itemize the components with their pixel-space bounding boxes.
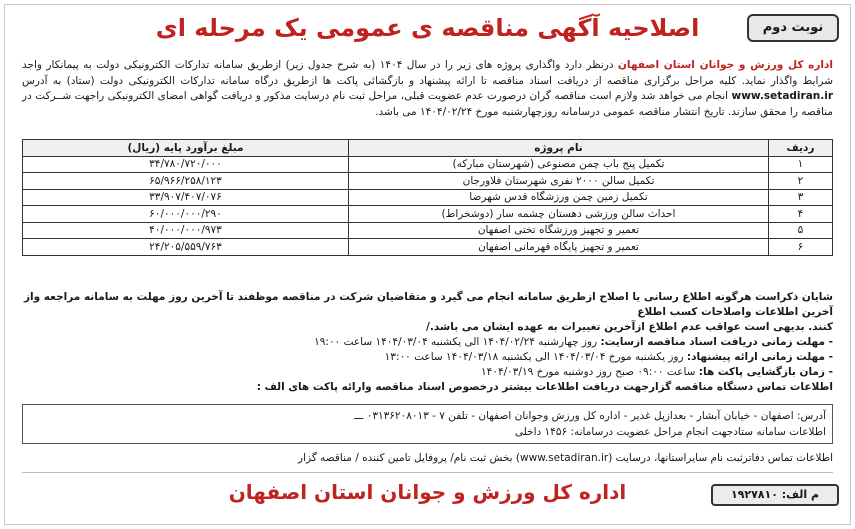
contact-line: اطلاعات تماس دفاترثبت نام سایراستانها، درسایت (www.setadiran.ir) بخش ثبت نام/ پروفایل تامین کننده / مناقصه گزار: [298, 452, 833, 464]
project-amount: ۳۴/۷۸۰/۷۲۰/۰۰۰: [23, 156, 349, 173]
deadline-docs-value: روز چهارشنبه ۱۴۰۴/۰۲/۲۴ الی یکشنبه ۱۴۰۴/۰۳/۰۴ ساعت ۱۹:۰۰: [314, 336, 598, 348]
row-number: ۵: [769, 222, 833, 239]
note-line-1: شایان ذکراست هرگونه اطلاع رسانی یا اصلاح ازطریق سامانه انجام می گیرد و متقاضیان شرکت در مناقصه موظفند تا آخرین روز مهلت به سامانه مراجعه واز آخرین اطلاعات واصلاحات کسب اطلاع: [23, 291, 833, 318]
opening-time: [22, 365, 833, 380]
table-row: [23, 156, 833, 173]
setad-info-line: اطلاعات سامانه ستادجهت انجام مراحل عضویت درسامانه: ۱۴۵۶ داخلی: [514, 426, 826, 438]
col-row-header: ردیف: [769, 140, 833, 157]
deadline-bids-label: - مهلت زمانی ارائه پیشنهاد:: [686, 351, 833, 363]
row-number: ۶: [769, 239, 833, 256]
table-header-row: [23, 140, 833, 157]
deadline-docs: [22, 335, 833, 350]
project-name: تعمیر و تجهیز ورزشگاه تختی اصفهان: [349, 222, 769, 239]
project-name: تکمیل زمین چمن ورزشگاه قدس شهرضا: [349, 189, 769, 206]
col-project-header: نام پروژه: [349, 140, 769, 157]
deadline-docs-label: - مهلت زمانی دریافت اسناد مناقصه ازسایت:: [600, 336, 833, 348]
project-amount: ۶۵/۹۶۶/۲۵۸/۱۲۳: [23, 173, 349, 190]
project-name: تعمیر و تجهیز پایگاه قهرمانی اصفهان: [349, 239, 769, 256]
round-badge: نوبت دوم: [747, 14, 839, 42]
projects-table: [22, 139, 833, 256]
intro-org: اداره کل ورزش و جوانان استان اصفهان: [617, 59, 833, 71]
project-amount: ۳۳/۹۰۷/۴۰۷/۰۷۶: [23, 189, 349, 206]
setad-link[interactable]: www.setadiran.ir: [731, 90, 834, 102]
deadline-bids-value: روز یکشنبه مورخ ۱۴۰۴/۰۳/۰۴ الی یکشنبه ۱۴۰۴/۰۳/۱۸ ساعت ۱۳:۰۰: [384, 351, 684, 363]
project-name: احداث سالن ورزشی دهستان چشمه سار (دوشخراط): [349, 206, 769, 223]
intro-line2a: کلیه مراحل برگزاری مناقصه از دریافت اسناد مناقصه تا ارائه پیشنهاد و بازگشائی پاکت ها ازطریق درگاه سامانه تدارکات الکترونیکی دولت (ستاد) به آدرس: [22, 74, 737, 87]
row-number: ۲: [769, 173, 833, 190]
footer-divider: [22, 472, 833, 473]
table-row: [23, 173, 833, 190]
row-number: ۴: [769, 206, 833, 223]
col-amount-header: مبلغ برآورد پایه (ریال): [23, 140, 349, 157]
contact-heading: اطلاعات تماس دستگاه مناقصه گزارجهت دریافت اطلاعات بیشتر درخصوص اسناد مناقصه وارائه پاکت های الف :: [256, 381, 833, 393]
footer-org: اداره کل ورزش و جوانان استان اصفهان: [228, 480, 627, 504]
table-row: [23, 189, 833, 206]
opening-time-value: ساعت ۰۹:۰۰ صبح روز دوشنبه مورخ ۱۴۰۴/۰۳/۱۹: [481, 366, 696, 378]
intro-line3: شد ولازم است مناقصه گران درصورت عدم عضویت قبلی، مراحل ثبت نام درسایت مذکور و دریافت گواهی امضای الکترونیکی راجهت شــرکت در مناقصه را محقق سازند. تاریخ انتشار مناقصه: [22, 90, 833, 118]
row-number: ۱: [769, 156, 833, 173]
project-name: تکمیل پنج باب چمن مصنوعی (شهرستان مبارکه): [349, 156, 769, 173]
table-row: [23, 239, 833, 256]
deadline-bids: [22, 350, 833, 365]
opening-time-label: - زمان بازگشایی پاکت ها:: [698, 366, 833, 378]
project-name: تکمیل سالن ۲۰۰۰ نفری شهرستان فلاورجان: [349, 173, 769, 190]
project-amount: ۲۴/۲۰۵/۵۵۹/۷۶۳: [23, 239, 349, 256]
note-line-2: کنند. بدیهی است عواقب عدم اطلاع ازآخرین تغییرات به عهده ایشان می باشد./: [426, 321, 833, 333]
table-row: [23, 206, 833, 223]
row-number: ۳: [769, 189, 833, 206]
notes-section: [22, 290, 833, 395]
intro-line4: عمومی درسامانه روزچهارشنبه مورخ ۱۴۰۴/۰۲/۲۴ می باشد.: [375, 105, 636, 118]
address-line: آدرس: اصفهان - خیابان آبشار - بعدازپل غدیر - اداره کل ورزش وجوانان اصفهان - تلفن ۷ - ۰۳۱۳۶۲۰۸۰۱۳ ـــ: [354, 410, 826, 422]
intro-line1: درنظر دارد واگذاری پروژه های زیر را در سال ۱۴۰۴ (به شرح جدول زیر) ازطریق سامانه تدارکات الکترونیکی دولت به پیمانکار واجد شرایط واگذار نماید.: [22, 59, 833, 87]
ad-header: [8, 8, 847, 50]
table-row: [23, 222, 833, 239]
ad-id-badge: م الف: ۱۹۲۷۸۱۰: [711, 484, 839, 506]
address-box: [22, 404, 833, 444]
ad-footer: [8, 480, 847, 512]
project-amount: ۴۰/۰۰۰/۰۰۰/۹۷۳: [23, 222, 349, 239]
intro-line2b: انجام می خواهد: [658, 90, 729, 102]
ad-title: اصلاحیه آگهی مناقصه ی عمومی یک مرحله ای: [155, 14, 700, 42]
intro-paragraph: [22, 58, 833, 120]
project-amount: ۶۰/۰۰۰/۰۰۰/۲۹۰: [23, 206, 349, 223]
